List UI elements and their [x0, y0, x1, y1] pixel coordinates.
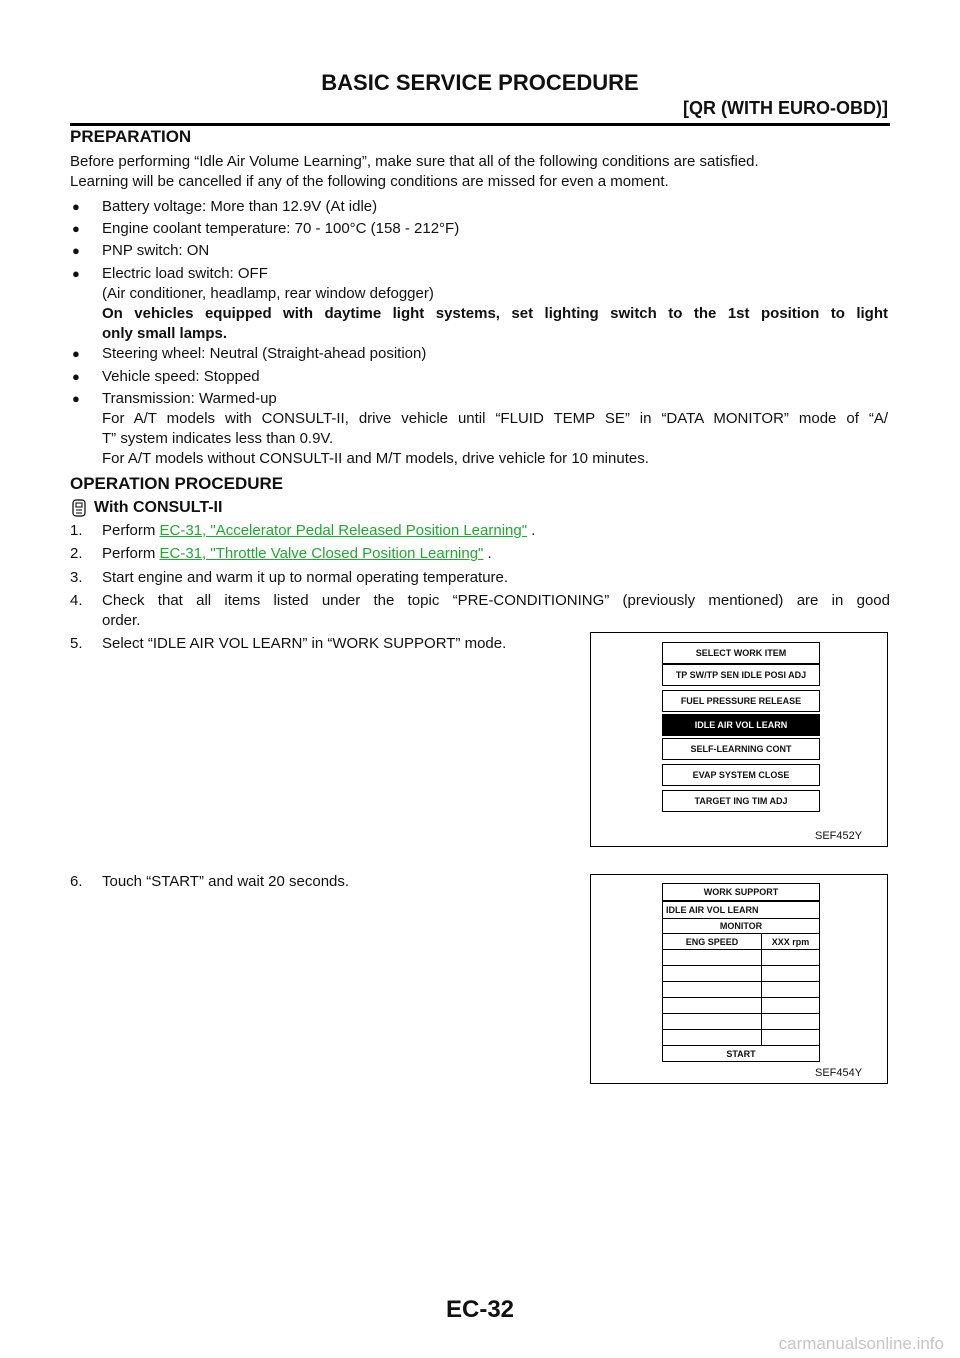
step-3 — [70, 568, 508, 588]
bullet-note-line-2: only small lamps. — [102, 325, 228, 342]
step-number: 1. — [70, 522, 83, 539]
menu-header-select-work-item: SELECT WORK ITEM — [662, 642, 820, 664]
menu-item-self-learning-cont[interactable]: SELF-LEARNING CONT — [662, 738, 820, 760]
bullet-text: Steering wheel: Neutral (Straight-ahead position) — [102, 345, 427, 362]
monitor-empty-cell — [761, 997, 820, 1014]
step-1 — [70, 521, 535, 541]
step-number: 6. — [70, 873, 83, 890]
step-number: 2. — [70, 545, 83, 562]
watermark: carmanualsonline.info — [778, 1334, 944, 1353]
step-number: 4. — [70, 592, 83, 609]
monitor-empty-cell — [662, 949, 762, 966]
figure-code: SEF452Y — [815, 830, 863, 842]
step-text: Perform — [102, 522, 160, 539]
step-text-line-1: Check that all items listed under the topic “PRE-CONDITIONING” (previously mentioned) are in good — [102, 592, 890, 609]
bullet-dot-icon: ● — [72, 266, 80, 281]
preparation-intro-line-1: Before performing “Idle Air Volume Learning”, make sure that all of the following conditions are satisfied. — [70, 153, 759, 170]
bullet-text: Vehicle speed: Stopped — [102, 368, 260, 385]
bullet-electric-load — [70, 264, 888, 344]
bullet-text: Battery voltage: More than 12.9V (At idle) — [102, 198, 378, 215]
page-number: EC-32 — [445, 1296, 515, 1323]
figure-code: SEF454Y — [815, 1067, 863, 1079]
bullet-transmission — [70, 389, 888, 469]
bullet-subtext: (Air conditioner, headlamp, rear window defogger) — [102, 285, 434, 302]
bullet-trans-line-2: T” system indicates less than 0.9V. — [102, 430, 334, 447]
step-5 — [70, 634, 506, 654]
preparation-heading: PREPARATION — [70, 127, 192, 146]
monitor-empty-cell — [662, 981, 762, 998]
monitor-empty-cell — [662, 1029, 762, 1046]
bullet-dot-icon: ● — [72, 369, 80, 384]
menu-item-evap-system-close[interactable]: EVAP SYSTEM CLOSE — [662, 764, 820, 786]
step-text: Start engine and warm it up to normal operating temperature. — [102, 569, 509, 586]
monitor-empty-cell — [761, 1013, 820, 1030]
monitor-empty-cell — [662, 965, 762, 982]
header-rule — [70, 123, 890, 126]
start-button[interactable]: START — [662, 1045, 820, 1062]
operation-heading: OPERATION PROCEDURE — [70, 474, 284, 493]
step-text: Touch “START” and wait 20 seconds. — [102, 873, 350, 890]
monitor-empty-cell — [761, 949, 820, 966]
monitor-label: MONITOR — [662, 918, 820, 934]
step-suffix: . — [483, 545, 492, 562]
bullet-pnp — [70, 241, 888, 261]
step-6 — [70, 872, 349, 892]
monitor-empty-cell — [761, 965, 820, 982]
consult-tool-icon — [70, 499, 88, 517]
section-code: [QR (WITH EURO-OBD)] — [683, 98, 888, 118]
menu-item-target-ing-tim-adj[interactable]: TARGET ING TIM ADJ — [662, 790, 820, 812]
step-suffix: . — [527, 522, 536, 539]
bullet-trans-line-3: For A/T models without CONSULT-II and M/T models, drive vehicle for 10 minutes. — [102, 450, 649, 467]
bullet-vehicle-speed — [70, 367, 888, 387]
operation-subheading-text: With CONSULT-II — [94, 499, 223, 516]
menu-item-tp-sw-idle-posi-adj[interactable]: TP SW/TP SEN IDLE POSI ADJ — [662, 664, 820, 686]
work-support-item: IDLE AIR VOL LEARN — [662, 901, 820, 919]
work-support-title: WORK SUPPORT — [662, 883, 820, 901]
menu-item-idle-air-vol-learn[interactable]: IDLE AIR VOL LEARN — [662, 714, 820, 736]
step-number: 3. — [70, 569, 83, 586]
eng-speed-label: ENG SPEED — [662, 933, 762, 950]
monitor-empty-cell — [761, 1029, 820, 1046]
step-number: 5. — [70, 635, 83, 652]
bullet-text: Engine coolant temperature: 70 - 100°C (158 - 212°F) — [102, 220, 460, 237]
monitor-empty-cell — [662, 997, 762, 1014]
monitor-empty-cell — [761, 981, 820, 998]
step-text: Select “IDLE AIR VOL LEARN” in “WORK SUPPORT” mode. — [102, 635, 507, 652]
step-4 — [70, 591, 890, 631]
bullet-dot-icon: ● — [72, 221, 80, 236]
bullet-dot-icon: ● — [72, 391, 80, 406]
bullet-coolant — [70, 219, 888, 239]
bullet-trans-line-1: For A/T models with CONSULT-II, drive vehicle until “FLUID TEMP SE” in “DATA MONITOR” mode of “A/ — [102, 410, 888, 427]
bullet-text: PNP switch: ON — [102, 242, 210, 259]
page-title: BASIC SERVICE PROCEDURE — [321, 70, 639, 95]
link-throttle-valve-learning[interactable]: EC-31, "Throttle Valve Closed Position Learning" — [159, 545, 484, 562]
bullet-dot-icon: ● — [72, 199, 80, 214]
bullet-note-line-1: On vehicles equipped with daytime light systems, set lighting switch to the 1st position to light — [102, 305, 888, 322]
menu-item-fuel-pressure-release[interactable]: FUEL PRESSURE RELEASE — [662, 690, 820, 712]
bullet-steering — [70, 344, 888, 364]
bullet-battery — [70, 197, 888, 217]
link-accelerator-pedal-learning[interactable]: EC-31, "Accelerator Pedal Released Position Learning" — [159, 522, 528, 539]
operation-subheading — [70, 499, 222, 517]
bullet-text: Transmission: Warmed-up — [102, 390, 277, 407]
step-text: Perform — [102, 545, 160, 562]
preparation-intro-line-2: Learning will be cancelled if any of the following conditions are missed for even a moment. — [70, 173, 669, 190]
bullet-dot-icon: ● — [72, 243, 80, 258]
step-text-line-2: order. — [102, 612, 141, 629]
step-2 — [70, 544, 492, 564]
eng-speed-value: XXX rpm — [761, 933, 820, 950]
bullet-dot-icon: ● — [72, 346, 80, 361]
monitor-empty-cell — [662, 1013, 762, 1030]
bullet-text: Electric load switch: OFF — [102, 265, 268, 282]
